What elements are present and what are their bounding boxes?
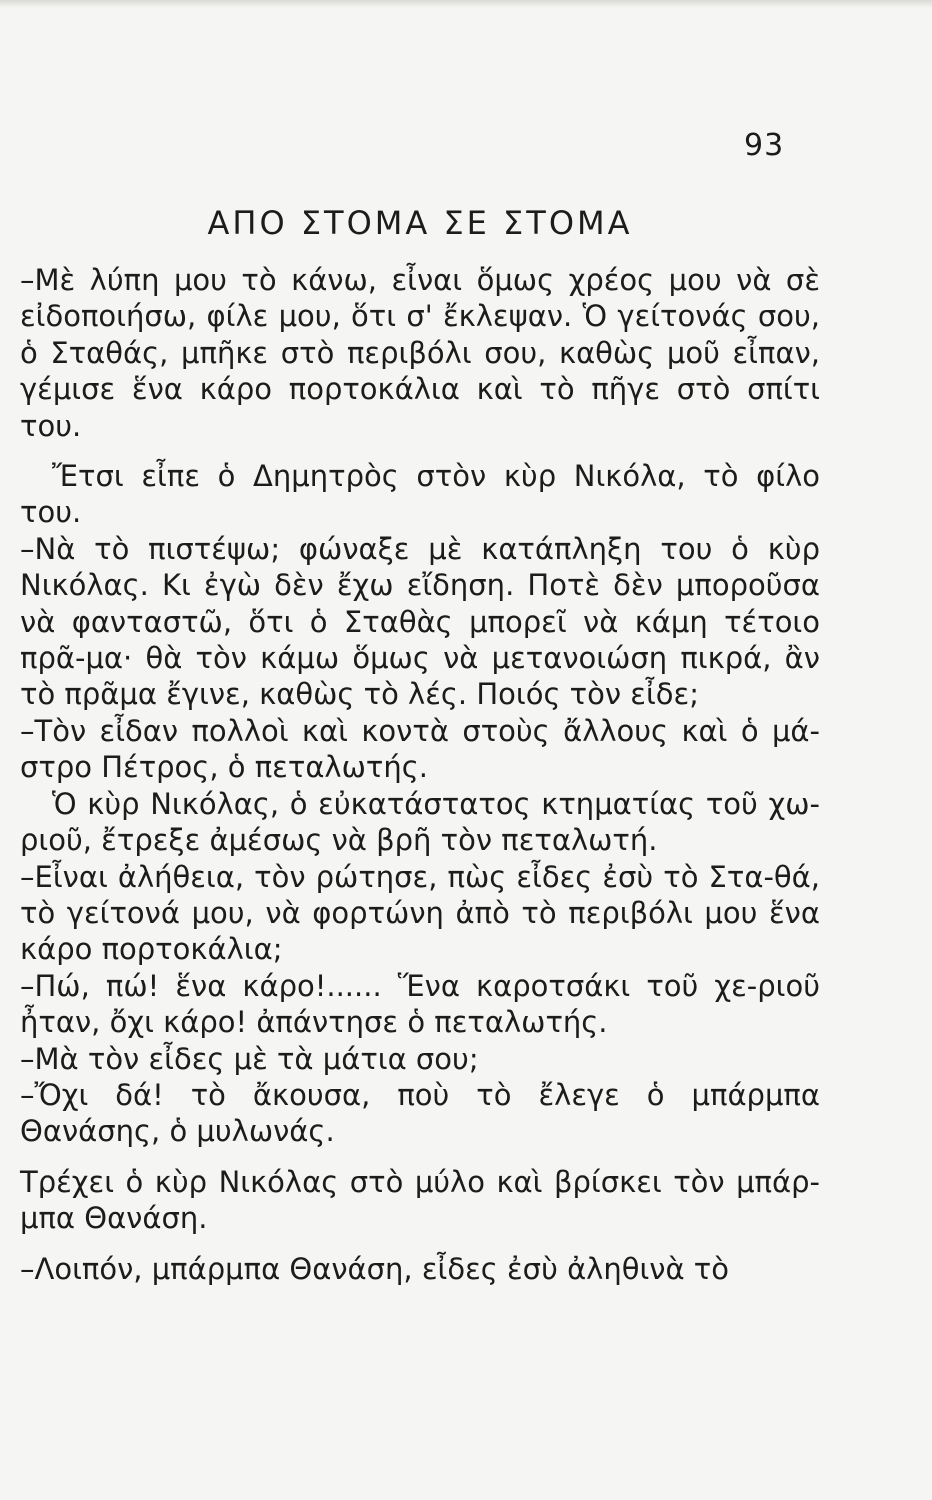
paragraph: Ἔτσι εἶπε ὁ Δημητρὸς στὸν κὺρ Νικόλα, τὸ φίλο του. — [20, 459, 820, 530]
body-text — [20, 262, 820, 1287]
paragraph: –Μὲ λύπη μου τὸ κάνω, εἶναι ὅμως χρέος μου νὰ σὲ εἰδοποιήσω, φίλε μου, ὅτι σ' ἔκλεψαν. Ὁ γείτονάς σου, ὁ Σταθάς, μπῆκε στὸ περιβόλι σου, καθὼς μοῦ εἶπαν, γέμισε ἕνα κάρο πορτοκάλια καὶ τὸ πῆγε στὸ σπίτι του. — [20, 263, 820, 443]
page-number: 93 — [744, 128, 785, 163]
paragraph: –Ὄχι δά! τὸ ἄκουσα, ποὺ τὸ ἔλεγε ὁ μπάρμπα Θανάσης, ὁ μυλωνάς. — [20, 1077, 820, 1149]
paragraph: –Μὰ τὸν εἶδες μὲ τὰ μάτια σου; — [20, 1041, 479, 1076]
paragraph: –Τὸν εἶδαν πολλοὶ καὶ κοντὰ στοὺς ἄλλους καὶ ὁ μά-στρο Πέτρος, ὁ πεταλωτής. — [20, 713, 820, 785]
paragraph: –Πώ, πώ! ἕνα κάρο!...... Ἕνα καροτσάκι τοῦ χε-ριοῦ ἦταν, ὄχι κάρο! ἀπάντησε ὁ πεταλωτής. — [20, 968, 820, 1040]
paragraph: Ὁ κὺρ Νικόλας, ὁ εὐκατάστατος κτηματίας τοῦ χω-ριοῦ, ἔτρεξε ἀμέσως νὰ βρῆ τὸν πεταλωτή. — [20, 786, 820, 858]
paragraph: Τρέχει ὁ κὺρ Νικόλας στὸ μύλο καὶ βρίσκει τὸν μπάρ-μπα Θανάση. — [20, 1164, 820, 1236]
paragraph: –Εἶναι ἀλήθεια, τὸν ρώτησε, πὼς εἶδες ἐσὺ τὸ Στα-θά, τὸ γείτονά μου, νὰ φορτώνη ἀπὸ τὸ περιβόλι μου ἕνα κάρο πορτοκάλια; — [20, 859, 820, 967]
paragraph: –Νὰ τὸ πιστέψω; φώναξε μὲ κατάπληξη του ὁ κὺρ Νικόλας. Κι ἐγὼ δὲν ἔχω εἴδηση. Ποτὲ δὲν μποροῦσα νὰ φανταστῶ, ὅτι ὁ Σταθὰς μπορεῖ νὰ κάμη τέτοιο πρᾶ-μα· θὰ τὸν κάμω ὅμως νὰ μετανοιώση πικρά, ἂν τὸ πρᾶμα ἔγινε, καθὼς τὸ λές. Ποιός τὸν εἶδε; — [20, 531, 820, 712]
paragraph: –Λοιπόν, μπάρμπα Θανάση, εἶδες ἐσὺ ἀληθινὰ τὸ — [20, 1251, 730, 1286]
chapter-title: ΑΠΟ ΣΤΟΜΑ ΣΕ ΣΤΟΜΑ — [207, 204, 633, 242]
page-edge-shadow — [0, 0, 932, 8]
